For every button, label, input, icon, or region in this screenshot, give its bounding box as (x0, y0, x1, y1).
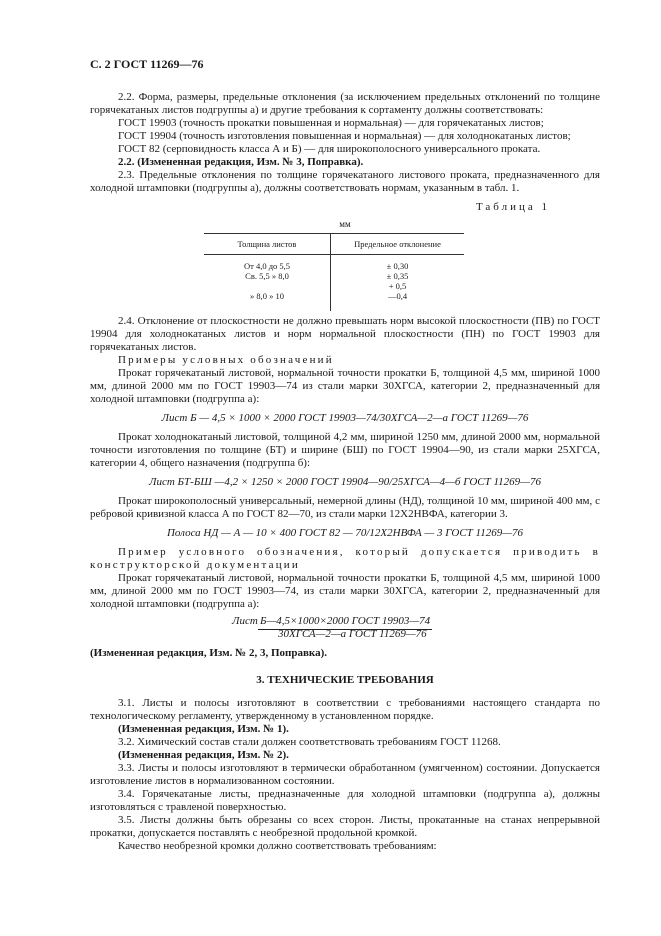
example-4-denominator: 30ХГСА—2—а ГОСТ 11269—76 (278, 628, 427, 640)
clause-2-2-gost-82: ГОСТ 82 (серповидность класса А и Б) — для широкополосного универсального проката. (118, 143, 541, 155)
clause-3-5-edge-quality: Качество необрезной кромки должно соответствовать требованиям: (118, 840, 437, 852)
example-4-text: Прокат горячекатаный листовой, нормальной точности прокатки Б, толщиной 4,5 мм, шириной 1000 мм, длиной 2000 мм по ГОСТ 19903—74, из стали марки 30ХГСА, категории 2, предназначенный для холодной штамповки (подгруппа а): (90, 572, 600, 610)
example-4-label: Лист (232, 615, 258, 627)
example-4-designation (90, 615, 600, 641)
page-header: С. 2 ГОСТ 11269—76 (90, 57, 204, 71)
table-cell-deviation: ± 0,30 ± 0,35 + 0,5 —0,4 (331, 261, 465, 301)
table-header-deviation: Предельное отклонение (331, 234, 465, 255)
example-2-designation: Лист БТ-БШ —4,2 × 1250 × 2000 ГОСТ 19904—90/25ХГСА—4—б ГОСТ 11269—76 (149, 476, 541, 488)
clause-3-4: 3.4. Горячекатаные листы, предназначенные для холодной штамповки (подгруппа а), должны изготовляться с травленой поверхностью. (90, 788, 600, 813)
clause-2-2-gost-19904: ГОСТ 19904 (точность изготовления повышенная и нормальная) — для холоднокатаных листов; (118, 130, 571, 142)
table-1-units: мм (339, 219, 351, 229)
example-2-text: Прокат холоднокатаный листовой, толщиной 4,2 мм, шириной 1250 мм, длиной 2000 мм, нормальной точности изготовления по толщине (БТ) и ширине (БШ) по ГОСТ 19904—90, из стали марки 25ХГСА, категории 4, общего назначения (подгруппа б): (90, 431, 600, 469)
section-3-title: 3. ТЕХНИЧЕСКИЕ ТРЕБОВАНИЯ (256, 674, 434, 686)
clause-3-1-revision: (Измененная редакция, Изм. № 1). (118, 723, 289, 735)
examples-title: Примеры условных обозначений (118, 354, 334, 366)
example-4-numerator: Б—4,5×1000×2000 ГОСТ 19903—74 (258, 615, 432, 630)
examples-revision: (Измененная редакция, Изм. № 2, 3, Поправка). (90, 647, 327, 659)
clause-2-2-gost-19903: ГОСТ 19903 (точность прокатки повышенная и нормальная) — для горячекатаных листов; (118, 117, 544, 129)
clause-3-3: 3.3. Листы и полосы изготовляют в термически обработанном (умягченном) состоянии. Допускается изготовление листов в нормализованном состоянии. (90, 762, 600, 787)
document-page (90, 58, 600, 853)
clause-3-5: 3.5. Листы должны быть обрезаны со всех сторон. Листы, прокатанные на станах непрерывной прокатки, допускается поставлять с необрезной продольной кромкой. (90, 814, 600, 839)
example-3-designation: Полоса НД — А — 10 × 400 ГОСТ 82 — 70/12Х2НВФА — 3 ГОСТ 11269—76 (166, 527, 523, 539)
example-doc-title: Пример условного обозначения, который допускается приводить в конструкторской документации (90, 546, 600, 571)
clause-2-2-revision: 2.2. (Измененная редакция, Изм. № 3, Поправка). (118, 156, 364, 168)
clause-2-3: 2.3. Предельные отклонения по толщине горячекатаного листового проката, предназначенного для холодной штамповки (подгруппы а), должны соответствовать нормам, указанным в табл. 1. (90, 169, 600, 194)
clause-2-4: 2.4. Отклонение от плоскостности не должно превышать норм высокой плоскостности (ПВ) по ГОСТ 19904 для холоднокатаных листов и норм нормальной плоскостности (ПН) по ГОСТ 19903 для горячекатаных листов. (90, 315, 600, 353)
clause-2-2: 2.2. Форма, размеры, предельные отклонения (за исключением предельных отклонений по толщине горячекатаных листов подгруппы а) и другие требования к сортаменту должны соответствовать: (90, 91, 600, 116)
tolerance-table (204, 233, 464, 311)
example-3-text: Прокат широкополосный универсальный, немерной длины (НД), толщиной 10 мм, шириной 400 мм, с ребровой кривизной класса А по ГОСТ 82—70, из стали марки 12Х2НВФА, категории 3. (90, 495, 600, 520)
clause-3-2: 3.2. Химический состав стали должен соответствовать требованиям ГОСТ 11268. (118, 736, 501, 748)
clause-3-2-revision: (Измененная редакция, Изм. № 2). (118, 749, 289, 761)
clause-3-1: 3.1. Листы и полосы изготовляют в соответствии с требованиями настоящего стандарта по технологическому регламенту, утвержденному в установленном порядке. (90, 697, 600, 722)
example-1-designation: Лист Б — 4,5 × 1000 × 2000 ГОСТ 19903—74/30ХГСА—2—а ГОСТ 11269—76 (161, 412, 529, 424)
table-header-thickness: Толщина листов (204, 234, 331, 255)
table-cell-thickness: От 4,0 до 5,5 Св. 5,5 » 8,0 » 8,0 » 10 (243, 261, 291, 301)
table-1-label: Таблица 1 (475, 201, 550, 213)
example-1-text: Прокат горячекатаный листовой, нормальной точности прокатки Б, толщиной 4,5 мм, шириной 1000 мм, длиной 2000 мм по ГОСТ 19903—74 из стали марки 30ХГСА, категории 2, предназначенный для холодной штамповки (подгруппа а): (90, 367, 600, 405)
